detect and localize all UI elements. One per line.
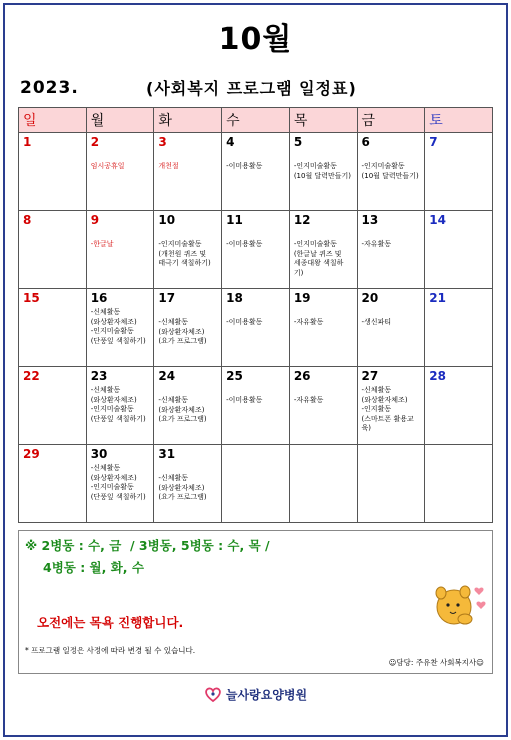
day-number: 14	[429, 213, 446, 227]
calendar-cell-mon	[86, 445, 154, 523]
activity-text: -이미용활동	[226, 318, 263, 327]
character-icon	[427, 579, 487, 635]
calendar-cell-sun	[19, 289, 87, 367]
calendar-cell-tue	[154, 289, 222, 367]
weekday-fri: 금	[357, 108, 425, 133]
activity-text: -이미용활동	[226, 396, 263, 405]
day-number: 28	[429, 369, 446, 383]
calendar-cell-thu	[289, 367, 357, 445]
weekday-sat: 토	[425, 108, 493, 133]
calendar-week-row	[19, 211, 493, 289]
change-disclaimer: * 프로그램 일정은 사정에 따라 변경 될 수 있습니다.	[25, 646, 196, 655]
calendar-cell-sun	[19, 133, 87, 211]
day-number: 18	[226, 291, 243, 305]
day-number: 19	[293, 291, 311, 305]
activity-text: 개천절	[158, 162, 179, 171]
heart-logo-icon	[204, 685, 222, 703]
calendar-cell-tue	[154, 445, 222, 523]
day-number: 24	[158, 369, 176, 383]
day-number: 20	[361, 291, 379, 305]
hospital-name: 늘사랑요양병원	[225, 687, 308, 702]
day-number: 21	[429, 291, 446, 305]
activity-text: -인지미술활동 (10월 달력만들기)	[361, 162, 419, 180]
calendar-cell-wed	[222, 211, 290, 289]
calendar-cell-fri	[357, 133, 425, 211]
day-number: 2	[90, 135, 100, 149]
calendar-cell-fri	[357, 289, 425, 367]
activity-text: -신체활동 (와상환자체조) -인지미술활동 (단풍잎 색칠하기)	[90, 386, 146, 423]
manager-credit: ☺담당: 주유찬 사회복지사☺	[388, 658, 484, 667]
weekday-wed: 수	[222, 108, 290, 133]
activity-text: -신체활동 (와상환자체조) (요가 프로그램)	[158, 318, 207, 346]
day-number: 13	[361, 213, 379, 227]
notes-box	[18, 530, 493, 674]
activity-text: -자유활동	[361, 240, 392, 249]
calendar-cell-thu	[289, 133, 357, 211]
calendar-cell-fri	[357, 445, 425, 523]
calendar-week-row	[19, 445, 493, 523]
day-number: 23	[90, 369, 108, 383]
calendar-cell-tue	[154, 211, 222, 289]
calendar-week-row	[19, 289, 493, 367]
calendar-week-row	[19, 367, 493, 445]
calendar-cell-wed	[222, 367, 290, 445]
day-number: 7	[429, 135, 438, 149]
calendar-cell-sat	[425, 445, 493, 523]
calendar-cell-mon	[86, 133, 154, 211]
day-number: 1	[23, 135, 32, 149]
day-number: 17	[158, 291, 176, 305]
calendar-cell-sun	[19, 445, 87, 523]
calendar-week-row	[19, 133, 493, 211]
weekday-header-row	[19, 108, 493, 133]
activity-text: -신체활동 (와상환자체조) -인지활동 (스마트폰 활용교육)	[361, 386, 414, 432]
ward-schedule-line-1: ※ 2병동 : 수, 금 / 3병동, 5병동 : 수, 목 /	[25, 538, 270, 553]
activity-text: -신체활동 (와상환자체조) -인지미술활동 (단풍잎 색칠하기)	[90, 308, 146, 345]
activity-text: -인지미술활동 (10월 달력만들기)	[293, 162, 351, 180]
day-number: 9	[90, 213, 100, 227]
day-number: 25	[226, 369, 243, 383]
schedule-subtitle: (사회복지 프로그램 일정표)	[146, 79, 357, 98]
calendar-cell-sat	[425, 289, 493, 367]
activity-text: -자유활동	[293, 318, 324, 327]
day-number: 15	[23, 291, 40, 305]
weekday-mon: 월	[86, 108, 154, 133]
activity-text: -신체활동 (와상환자체조) (요가 프로그램)	[158, 474, 207, 502]
day-number: 30	[90, 447, 108, 461]
calendar-cell-thu	[289, 445, 357, 523]
calendar-cell-sat	[425, 133, 493, 211]
weekday-thu: 목	[289, 108, 357, 133]
day-number: 22	[23, 369, 40, 383]
day-number: 3	[158, 135, 167, 149]
calendar-cell-thu	[289, 211, 357, 289]
day-number: 26	[293, 369, 311, 383]
weekday-sun: 일	[19, 108, 87, 133]
hospital-footer	[0, 682, 511, 706]
calendar-cell-mon	[86, 211, 154, 289]
morning-bath-notice: 오전에는 목욕 진행합니다.	[37, 615, 184, 630]
day-number: 6	[361, 135, 370, 149]
weekday-tue: 화	[154, 108, 222, 133]
month-title: 10월	[218, 22, 293, 57]
day-number: 27	[361, 369, 379, 383]
calendar-table	[18, 107, 493, 523]
activity-text: -이미용활동	[226, 240, 263, 249]
activity-text: -신체활동 (와상환자체조) (요가 프로그램)	[158, 396, 207, 424]
calendar-cell-tue	[154, 133, 222, 211]
calendar-cell-wed	[222, 289, 290, 367]
day-number: 12	[293, 213, 311, 227]
calendar-cell-sun	[19, 211, 87, 289]
calendar-cell-sat	[425, 211, 493, 289]
ward-schedule-line-2: 4병동 : 월, 화, 수	[43, 560, 144, 575]
activity-text: -자유활동	[293, 396, 324, 405]
day-number: 10	[158, 213, 176, 227]
calendar-cell-sun	[19, 367, 87, 445]
activity-text: -한글날	[90, 240, 114, 249]
calendar-cell-wed	[222, 445, 290, 523]
day-number: 31	[158, 447, 176, 461]
activity-text: -신체활동 (와상환자체조) -인지미술활동 (단풍잎 색칠하기)	[90, 464, 146, 501]
calendar-cell-mon	[86, 367, 154, 445]
day-number: 16	[90, 291, 108, 305]
year-label: 2023.	[20, 78, 79, 98]
day-number: 5	[293, 135, 303, 149]
activity-text: -인지미술활동 (개천원 퀴즈 및 태극기 색칠하기)	[158, 240, 211, 268]
calendar-cell-wed	[222, 133, 290, 211]
calendar-cell-fri	[357, 211, 425, 289]
calendar-cell-tue	[154, 367, 222, 445]
activity-text: 임시공휴일	[90, 162, 125, 171]
calendar-cell-fri	[357, 367, 425, 445]
calendar-cell-mon	[86, 289, 154, 367]
activity-text: -생신파티	[361, 318, 392, 327]
day-number: 4	[226, 135, 235, 149]
activity-text: -이미용활동	[226, 162, 263, 171]
day-number: 11	[226, 213, 243, 227]
day-number: 29	[23, 447, 40, 461]
activity-text: -인지미술활동 (한글날 퀴즈 및 세종대왕 색칠하기)	[293, 240, 344, 277]
calendar-cell-thu	[289, 289, 357, 367]
calendar-cell-sat	[425, 367, 493, 445]
day-number: 8	[23, 213, 32, 227]
